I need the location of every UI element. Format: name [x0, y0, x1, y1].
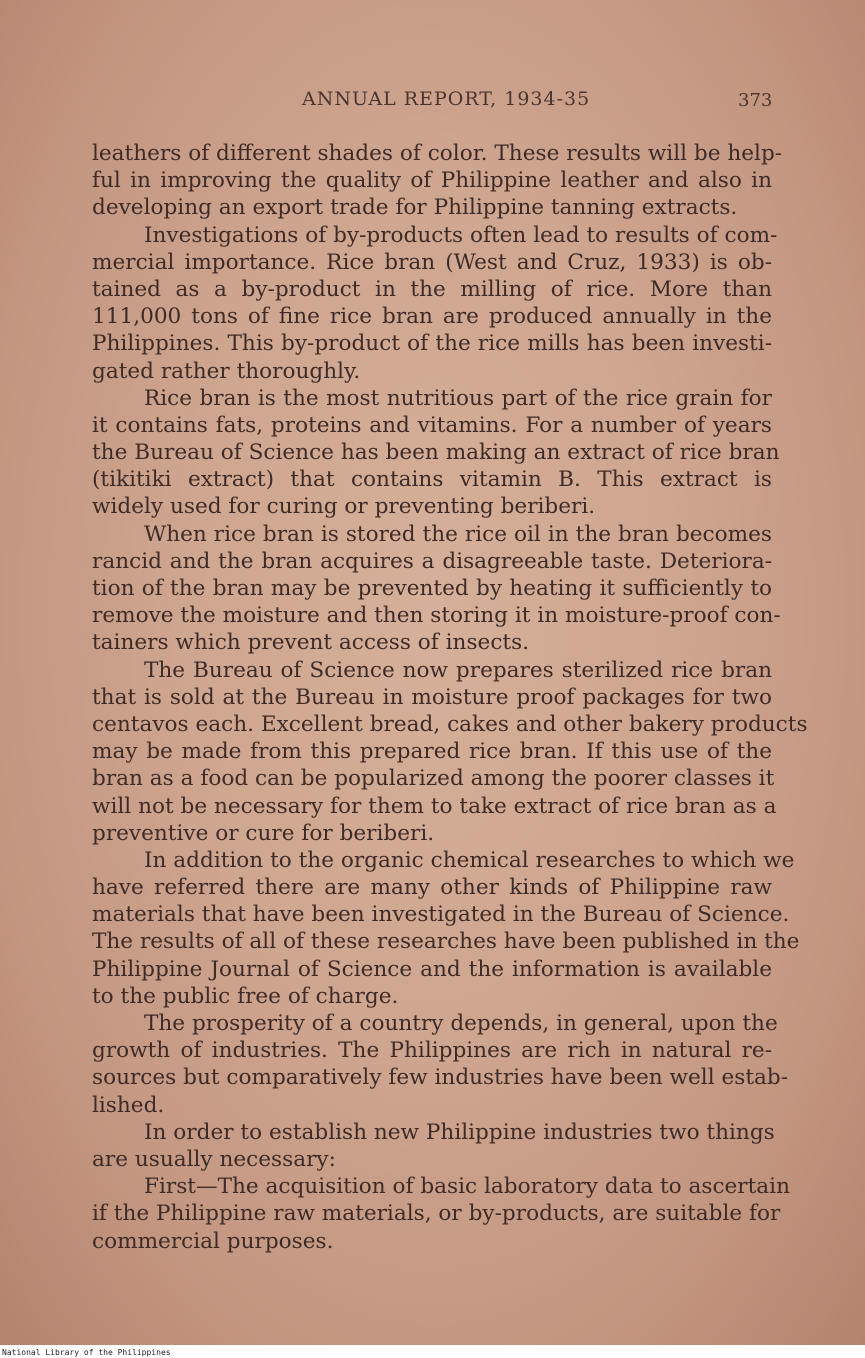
page-header — [0, 88, 865, 118]
text-line: Philippine Journal of Science and the information is available — [92, 956, 772, 982]
text-line: tained as a by-product in the milling of rice. More than — [92, 276, 772, 302]
text-line: (tikitiki extract) that contains vitamin B. This extract is — [92, 467, 772, 493]
text-line: preventive or cure for beriberi. — [92, 820, 435, 846]
text-line: sources but comparatively few industries have been well estab- — [92, 1065, 789, 1091]
text-line: mercial importance. Rice bran (West and Cruz, 1933) is ob- — [92, 249, 772, 275]
text-line: developing an export trade for Philippine tanning extracts. — [92, 195, 738, 221]
text-line: the Bureau of Science has been making an extract of rice bran — [92, 440, 780, 466]
text-line: Philippines. This by-product of the rice mills has been investi- — [92, 331, 772, 357]
text-line: centavos each. Excellent bread, cakes and other bakery products — [92, 711, 808, 737]
text-line: lished. — [92, 1092, 165, 1118]
text-line: Investigations of by-products often lead to results of com- — [144, 222, 778, 248]
page-number: 373 — [738, 90, 773, 111]
text-line: may be made from this prepared rice bran. If this use of the — [92, 739, 772, 765]
text-line: rancid and the bran acquires a disagreeable taste. Deteriora- — [92, 548, 772, 574]
text-line: Rice bran is the most nutritious part of the rice grain for — [144, 385, 772, 411]
running-title: ANNUAL REPORT, 1934-35 — [302, 88, 591, 110]
text-line: gated rather thoroughly. — [92, 358, 361, 384]
text-line: if the Philippine raw materials, or by-products, are suitable for — [92, 1201, 781, 1227]
text-line: it contains fats, proteins and vitamins. For a number of years — [92, 412, 772, 438]
text-line: that is sold at the Bureau in moisture proof packages for two — [92, 684, 772, 710]
text-line: The prosperity of a country depends, in general, upon the — [144, 1011, 778, 1036]
text-line: will not be necessary for them to take extract of rice bran as a — [92, 793, 777, 819]
text-line: bran as a food can be popularized among the poorer classes it — [92, 766, 775, 792]
text-line: tion of the bran may be prevented by heating it sufficiently to — [92, 576, 772, 601]
text-line: remove the moisture and then storing it in moisture-proof con- — [92, 603, 781, 629]
text-line: 111,000 tons of fine rice bran are produced annually in the — [92, 304, 772, 330]
text-line: tainers which prevent access of insects. — [92, 630, 530, 656]
library-credit: National Library of the Philippines — [2, 1348, 171, 1357]
text-line: widely used for curing or preventing beriberi. — [92, 494, 596, 520]
text-line: have referred there are many other kinds of Philippine raw — [92, 875, 772, 901]
text-line: In addition to the organic chemical researches to which we — [144, 847, 795, 873]
text-line: are usually necessary: — [92, 1146, 336, 1172]
body-text — [92, 140, 808, 1255]
text-line: When rice bran is stored the rice oil in the bran becomes — [144, 521, 772, 547]
text-line: In order to establish new Philippine industries two things — [144, 1119, 775, 1145]
text-line: growth of industries. The Philippines are rich in natural re- — [92, 1038, 772, 1064]
text-line: The Bureau of Science now prepares sterilized rice bran — [144, 657, 772, 683]
text-line: First—The acquisition of basic laboratory data to ascertain — [144, 1174, 790, 1200]
text-line: The results of all of these researches have been published in the — [92, 929, 800, 955]
text-line: leathers of different shades of color. These results will be help- — [92, 141, 783, 166]
text-line: materials that have been investigated in the Bureau of Science. — [92, 902, 790, 928]
text-line: to the public free of charge. — [92, 983, 399, 1009]
text-line: ful in improving the quality of Philippine leather and also in — [92, 168, 772, 194]
text-line: commercial purposes. — [92, 1228, 334, 1254]
